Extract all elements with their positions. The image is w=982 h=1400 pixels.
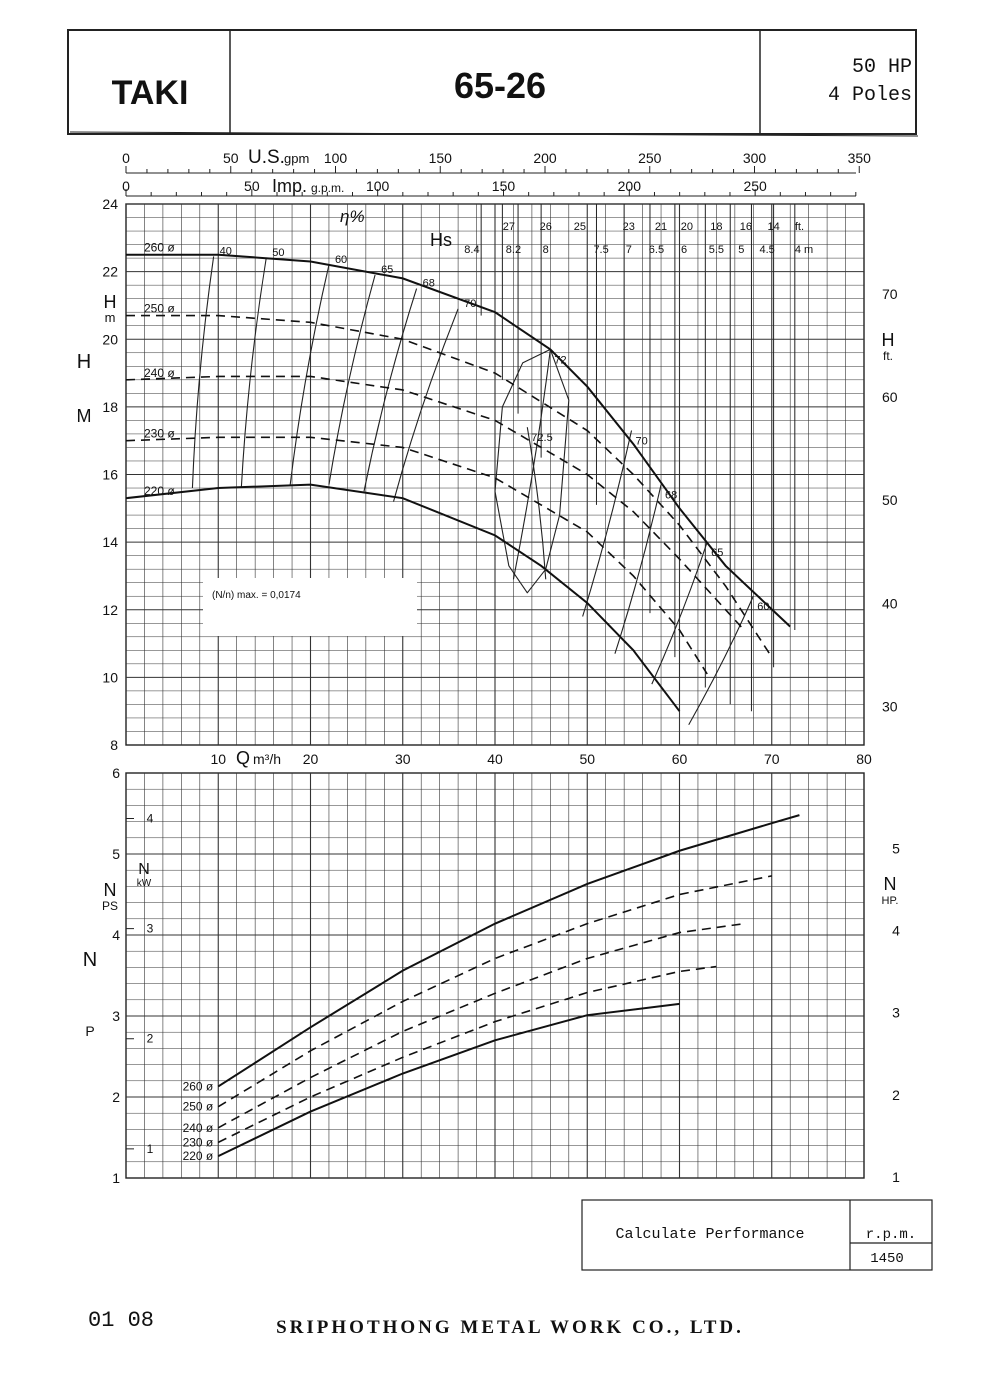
head-unit-h: H: [103, 292, 117, 312]
power-kw-tick-label: 4: [146, 811, 154, 826]
head-ft-tick-label: 60: [882, 389, 898, 406]
power-ps-tick-label: 6: [112, 765, 120, 781]
model-number: 65-26: [453, 65, 547, 106]
head-m-tick-label: 8: [110, 737, 118, 753]
head-axis-letter-h: H: [76, 351, 92, 373]
impgpm-tick-label: 100: [365, 178, 390, 194]
q-tick-label: 50: [579, 751, 596, 767]
power-hp-tick-label: 3: [892, 1004, 900, 1021]
efficiency-contour-label: 70: [635, 435, 648, 448]
head-curve-label: 230 ø: [144, 426, 175, 441]
head-m-tick-label: 14: [102, 534, 118, 551]
power-unit-hp: HP.: [881, 895, 899, 907]
power-ps-tick-label: 3: [112, 1008, 120, 1024]
power-curves: [183, 815, 800, 1163]
npsh-ft-tick-label: 25: [573, 221, 586, 233]
power-hp-tick-label: 4: [892, 922, 900, 939]
eta-label: η%: [340, 207, 365, 226]
q-tick-label: 40: [487, 751, 503, 767]
npsh-ft-tick-label: 26: [539, 221, 552, 233]
efficiency-contour-label: 72.5: [531, 432, 553, 445]
npsh-ft-tick-label: 27: [502, 221, 515, 233]
flow-top-axes: [122, 147, 871, 196]
power-hp-tick-label: 1: [892, 1168, 900, 1185]
npsh-ft-tick-label: ft.: [794, 221, 805, 233]
power-kw-tick-label: 2: [146, 1031, 154, 1046]
efficiency-contour-label: 70: [464, 297, 477, 310]
power-ps-tick-label: 1: [112, 1170, 120, 1186]
head-curve-label: 220 ø: [144, 484, 175, 499]
head-chart: [77, 147, 898, 768]
power-curve-line: [218, 967, 716, 1143]
head-m-tick-label: 16: [102, 466, 118, 483]
npsh-scale: [430, 204, 813, 711]
power-axis-ticks: [112, 765, 900, 1186]
head-ft-unit: ft.: [882, 349, 894, 363]
head-curve-label: 260 ø: [144, 240, 175, 255]
power-ps-tick-label: 2: [112, 1089, 120, 1105]
q-tick-label: 70: [763, 751, 780, 767]
power-kw-tick-label: 3: [146, 921, 154, 936]
npsh-m-tick-label: 5.5: [708, 244, 725, 256]
impgpm-tick-label: 150: [491, 178, 516, 194]
npsh-m-tick-label: 8.4: [464, 244, 480, 256]
efficiency-contour-label: 40: [219, 245, 232, 258]
usgpm-tick-label: 150: [428, 150, 452, 166]
npsh-m-tick-label: 4 m: [794, 244, 814, 256]
power-hp-tick-label: 5: [892, 840, 900, 857]
usgpm-tick-label: 200: [533, 150, 557, 166]
impgpm-axis-label: Imp.: [272, 176, 308, 196]
impgpm-axis-unit: g.p.m.: [311, 181, 345, 195]
q-tick-label: 60: [671, 751, 688, 767]
efficiency-contour-label: 60: [757, 601, 770, 614]
efficiency-contour-label: 50: [272, 247, 285, 260]
rpm-label: r.p.m.: [865, 1227, 917, 1243]
npsh-m-tick-label: 8: [542, 244, 549, 256]
impgpm-tick-label: 50: [244, 178, 260, 194]
head-m-tick-label: 10: [102, 669, 118, 686]
head-chart-grid: [126, 204, 864, 745]
usgpm-tick-label: 0: [122, 150, 130, 166]
company-name: SRIPHOTHONG METAL WORK CO., LTD.: [276, 1317, 744, 1338]
head-curve-label: 250 ø: [144, 301, 175, 316]
pole-count: 4 Poles: [827, 84, 912, 107]
head-curve-label: 240 ø: [144, 365, 175, 380]
power-ps-tick-label: 5: [112, 846, 120, 862]
q-tick-label: 10: [210, 751, 227, 767]
head-m-tick-label: 18: [102, 398, 118, 415]
head-ft-tick-label: 40: [882, 595, 898, 612]
efficiency-contour-label: 68: [665, 489, 678, 502]
power-kw-tick-label: 1: [146, 1141, 154, 1156]
footer-box: [582, 1200, 932, 1270]
efficiency-contour: [192, 256, 213, 488]
efficiency-contour: [290, 265, 329, 485]
npsh-label: Hs: [430, 230, 452, 250]
power-unit-kw-n: N: [138, 861, 150, 878]
usgpm-tick-label: 50: [222, 150, 239, 166]
head-ft-tick-label: 30: [882, 698, 898, 715]
npsh-ft-tick-label: 20: [680, 221, 694, 233]
usgpm-axis-unit: gpm: [284, 151, 310, 166]
efficiency-contour-label: 65: [711, 547, 724, 560]
power-curve-line: [218, 815, 799, 1086]
npsh-ft-tick-label: 21: [654, 221, 668, 233]
calculate-performance-label: Calculate Performance: [615, 1226, 805, 1243]
head-m-tick-label: 24: [102, 196, 118, 212]
efficiency-contour-label: 60: [334, 253, 348, 266]
efficiency-contour-label: 72: [554, 354, 567, 367]
power-unit-ps: PS: [101, 899, 119, 913]
svg-text:Q: Q: [236, 748, 251, 768]
npsh-m-tick-label: 8.2: [505, 244, 522, 256]
q-tick-label: 20: [302, 751, 319, 767]
npsh-ft-tick-label: 23: [622, 221, 635, 233]
q-tick-label: 80: [856, 751, 872, 767]
power-axis-letter-p: P: [85, 1023, 95, 1039]
head-m-tick-label: 20: [102, 331, 118, 348]
impgpm-tick-label: 0: [122, 178, 130, 194]
power-unit-kw: kW: [136, 878, 152, 889]
power-curve-label: 250 ø: [182, 1099, 214, 1114]
head-axis-letter-m: M: [76, 406, 92, 426]
usgpm-tick-label: 250: [638, 150, 662, 166]
usgpm-tick-label: 300: [742, 150, 767, 166]
head-ft-tick-label: 70: [882, 286, 898, 303]
q-axis-label: [236, 748, 281, 768]
q-tick-label: 30: [394, 751, 411, 767]
power-rating: 50 HP: [851, 56, 912, 79]
power-unit-ps-n: N: [103, 880, 117, 900]
power-curve-line: [218, 1004, 679, 1156]
npsh-ft-tick-label: 14: [767, 221, 780, 233]
power-curve-label: 260 ø: [182, 1079, 214, 1094]
efficiency-contour-label: 68: [422, 277, 435, 290]
power-ps-tick-label: 4: [112, 927, 120, 943]
impgpm-tick-label: 250: [743, 178, 767, 194]
efficiency-contour-label: 65: [381, 264, 394, 277]
npsh-m-tick-label: 6: [681, 244, 688, 256]
usgpm-tick-label: 100: [323, 150, 348, 166]
document-code: 01 08: [88, 1308, 155, 1333]
head-m-tick-label: 12: [102, 601, 118, 618]
npsh-m-tick-label: 5: [738, 244, 745, 256]
header-box: [68, 30, 918, 136]
npsh-m-tick-label: 7: [625, 244, 632, 256]
power-curve-label: 240 ø: [182, 1120, 214, 1135]
power-hp-tick-label: 2: [892, 1086, 900, 1103]
npsh-ft-tick-label: 18: [710, 221, 723, 233]
usgpm-axis-label: U.S.: [248, 147, 285, 168]
power-unit-hp-n: N: [883, 874, 897, 894]
npsh-ft-tick-label: 16: [739, 221, 753, 233]
head-unit-m: m: [104, 310, 116, 325]
head-ft-tick-label: 50: [882, 492, 898, 509]
efficiency-contour: [241, 258, 266, 488]
power-curve-label: 230 ø: [182, 1135, 214, 1150]
power-axis-letter-n: N: [82, 949, 98, 971]
svg-text:m³/h: m³/h: [253, 751, 281, 767]
brand-name: TAKI: [111, 74, 189, 112]
power-curve-label: 220 ø: [182, 1149, 214, 1164]
head-ft-unit-h: H: [881, 330, 895, 350]
npsh-m-tick-label: 7.5: [593, 244, 609, 256]
nq-max-annotation: (N/n) max. = 0,0174: [212, 590, 301, 601]
head-m-tick-label: 22: [102, 263, 118, 280]
rpm-value: 1450: [870, 1251, 904, 1267]
npsh-m-tick-label: 4.5: [759, 244, 775, 256]
usgpm-tick-label: 350: [847, 150, 871, 166]
power-chart: [83, 765, 900, 1186]
impgpm-tick-label: 200: [617, 178, 641, 194]
npsh-m-tick-label: 6.5: [648, 244, 665, 256]
